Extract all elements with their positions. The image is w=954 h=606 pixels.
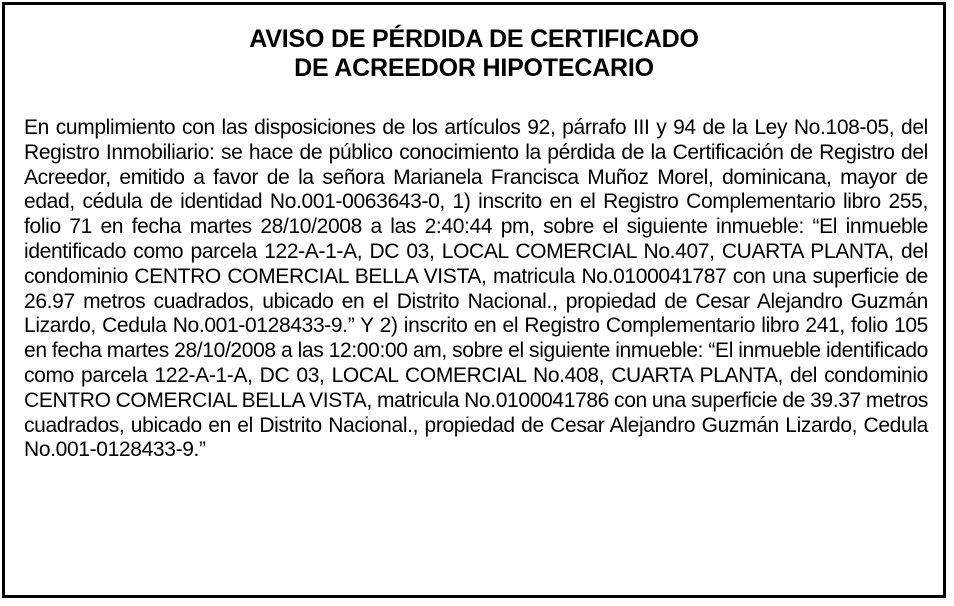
- notice-title-line-2: DE ACREEDOR HIPOTECARIO: [294, 54, 654, 82]
- notice-title: [5, 5, 943, 83]
- notice-box: [2, 2, 946, 598]
- notice-body: En cumplimiento con las disposiciones de los artículos 92, párrafo III y 94 de la Ley No.108-05, del Registro Inmobiliario: se hace de público conocimiento la pérdida de la Certificación de Registro del Acreedor, emitido a favor de la señora Marianela Francisca Muñoz Morel, dominicana, mayor de edad, cédula de identidad No.001-0063643-0, 1) inscrito en el Registro Complementario libro 255, folio 71 en fecha martes 28/10/2008 a las 2:40:44 pm, sobre el siguiente inmueble: “El inmueble identificado como parcela 122-A-1-A, DC 03, LOCAL COMERCIAL No.407, CUARTA PLANTA, del condominio CENTRO COMERCIAL BELLA VISTA, matricula No.0100041787 con una superficie de 26.97 metros cuadrados, ubicado en el Distrito Nacional., propiedad de Cesar Alejandro Guzmán Lizardo, Cedula No.001-0128433-9.” Y 2) inscrito en el Registro Complementario libro 241, folio 105 en fecha martes 28/10/2008 a las 12:00:00 am, sobre el siguiente inmueble: “El inmueble identificado como parcela 122-A-1-A, DC 03, LOCAL COMERCIAL No.408, CUARTA PLANTA, del condominio CENTRO COMERCIAL BELLA VISTA, matricula No.0100041786 con una superficie de 39.37 metros cuadrados, ubicado en el Distrito Nacional., propiedad de Cesar Alejandro Guzmán Lizardo, Cedula No.001-0128433-9.”: [24, 116, 928, 462]
- notice-title-line-1: AVISO DE PÉRDIDA DE CERTIFICADO: [249, 25, 699, 53]
